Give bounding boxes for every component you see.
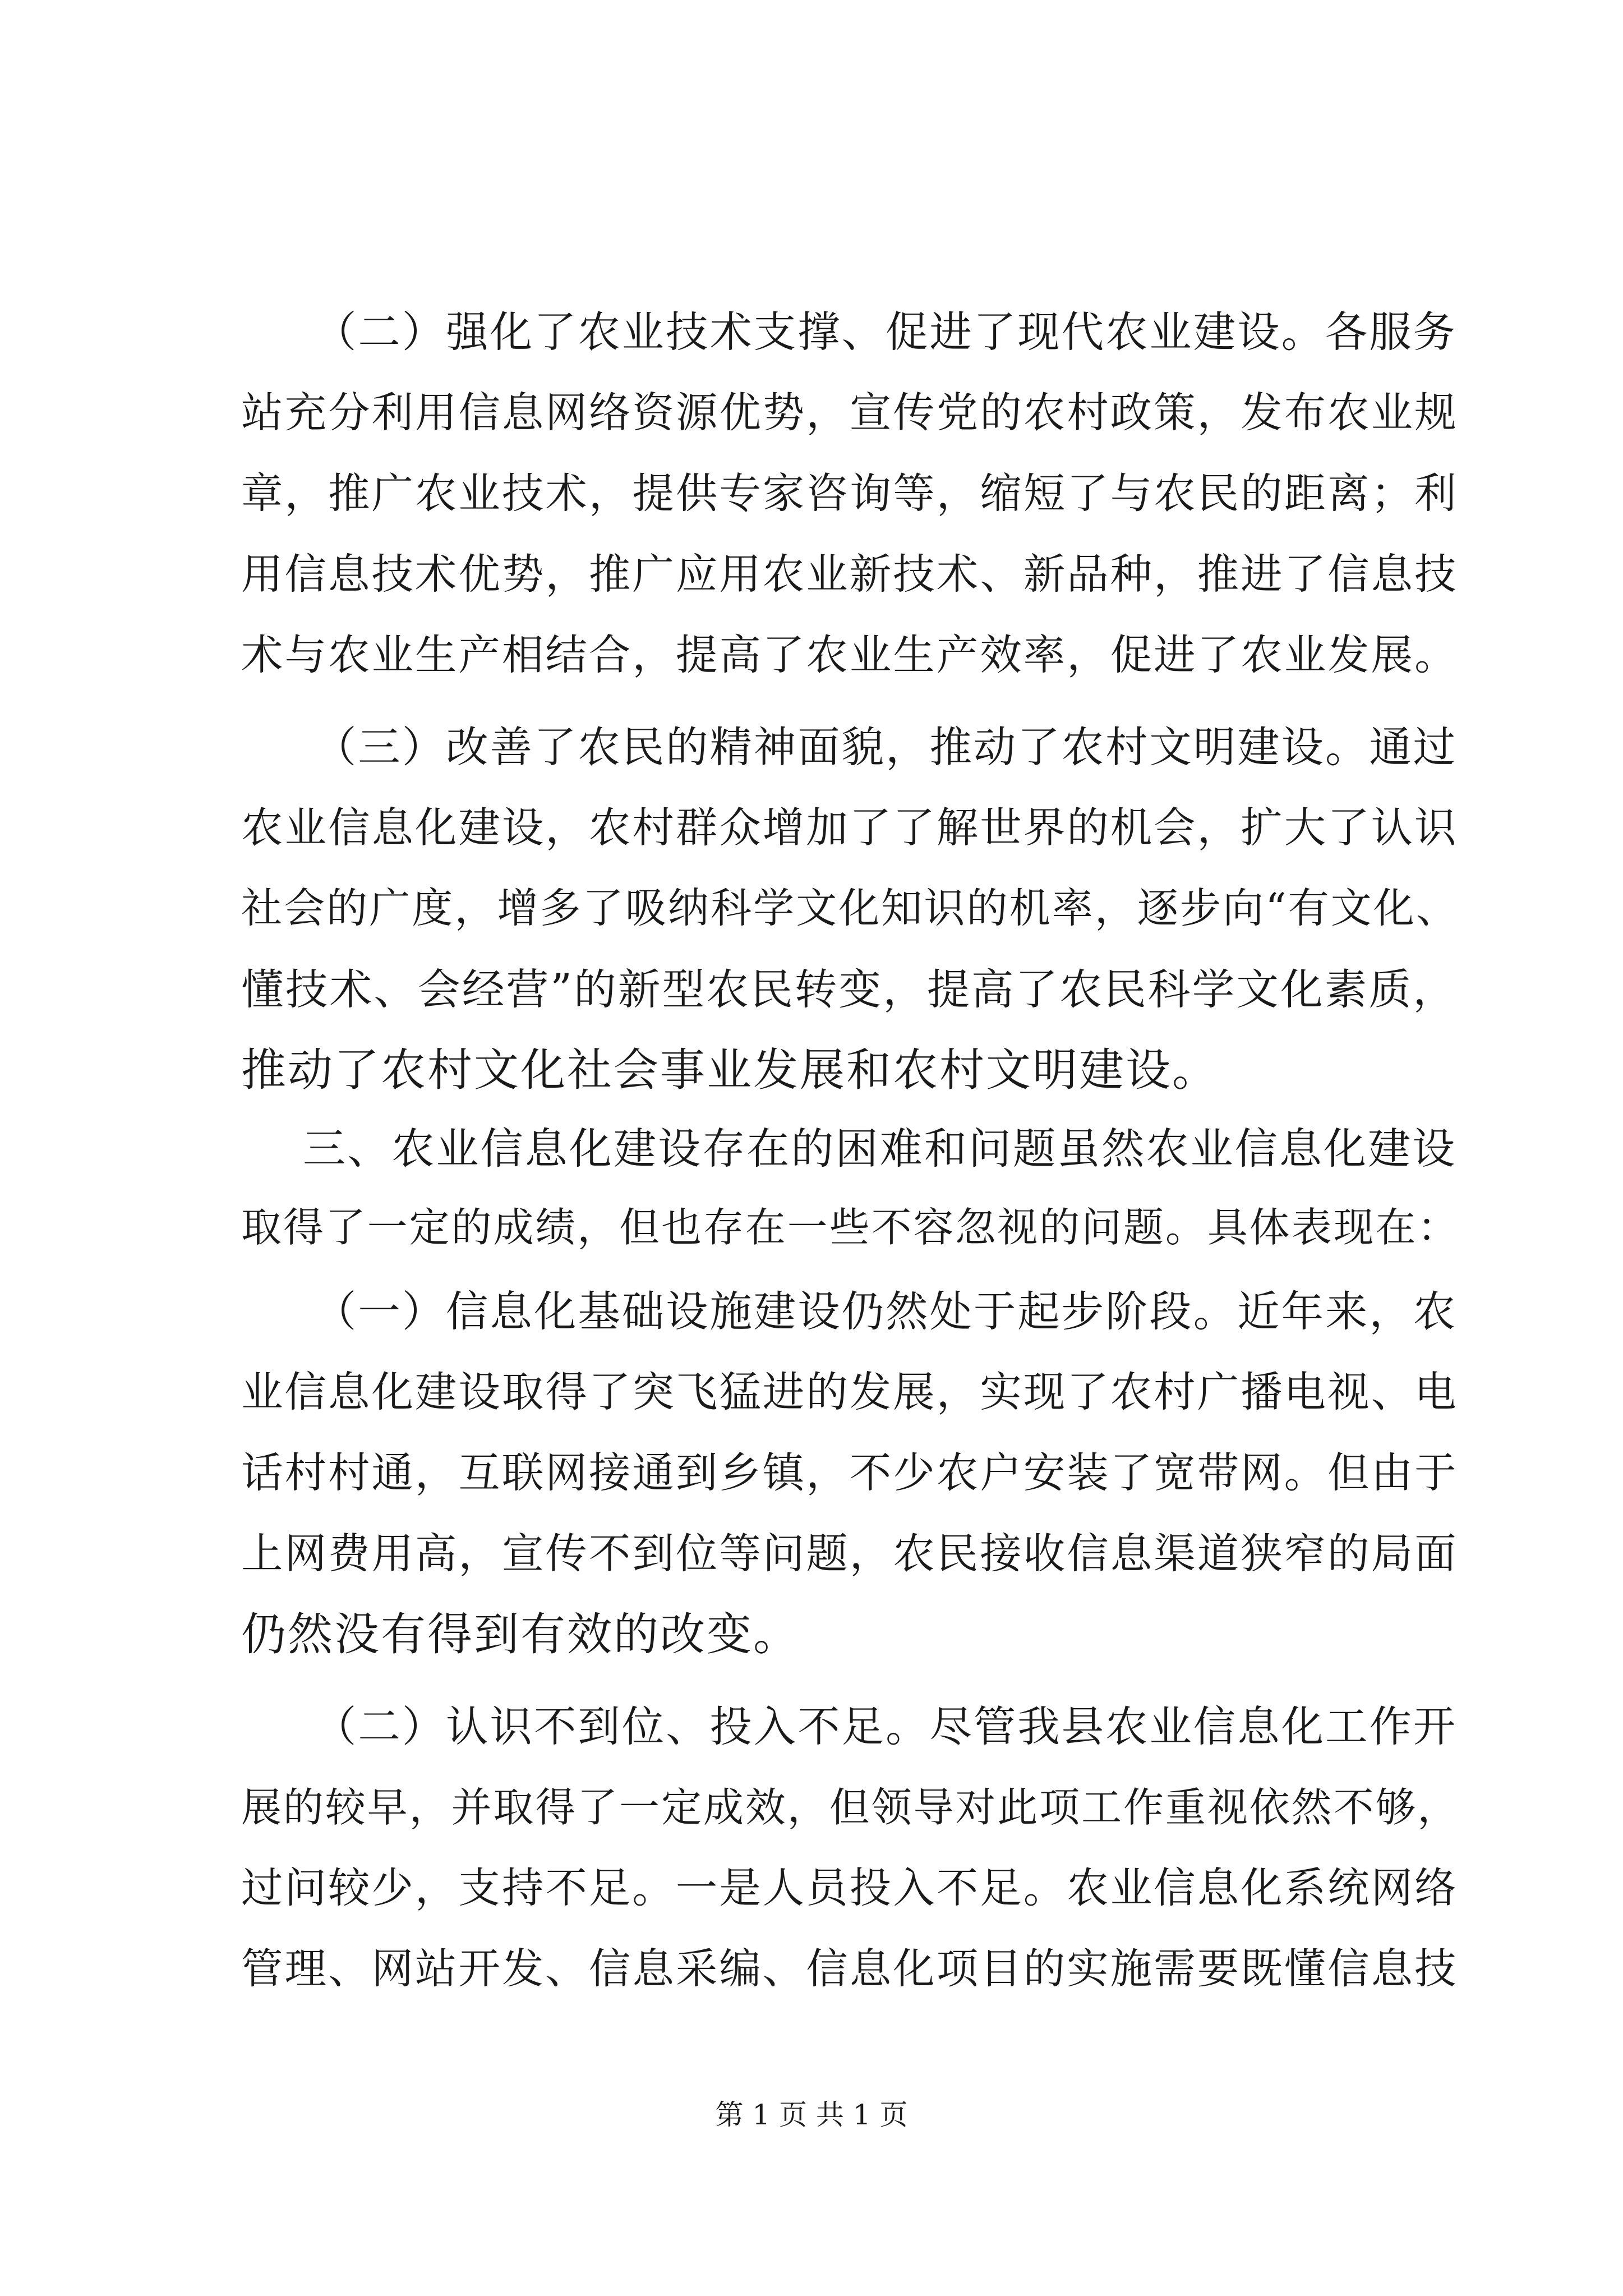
text-line: （二）认识不到位、投入不足。尽管我县农业信息化工作开 — [314, 1702, 1458, 1751]
page-footer: 第 1 页 共 1 页 — [715, 2099, 908, 2131]
text-line: 推动了农村文化社会事业发展和农村文明建设。 — [241, 1044, 1219, 1096]
text-line: 展的较早，并取得了一定成效，但领导对此项工作重视依然不够， — [241, 1784, 1460, 1831]
text-line: 用信息技术优势，推广应用农业新技术、新品种，推进了信息技 — [241, 550, 1458, 599]
text-line: （三）改善了农民的精神面貌，推动了农村文明建设。通过 — [314, 723, 1458, 772]
text-line: （二）强化了农业技术支撑、促进了现代农业建设。各服务 — [314, 307, 1458, 357]
text-line: 站充分利用信息网络资源优势，宣传党的农村政策，发布农业规 — [241, 388, 1458, 437]
text-line: 章，推广农业技术，提供专家咨询等，缩短了与农民的距离；利 — [241, 469, 1458, 518]
text-line: 农业信息化建设，农村群众增加了了解世界的机会，扩大了认识 — [241, 803, 1458, 852]
text-line: 业信息化建设取得了突飞猛进的发展，实现了农村广播电视、电 — [241, 1368, 1458, 1416]
text-line: 上网费用高，宣传不到位等问题，农民接收信息渠道狭窄的局面 — [241, 1529, 1458, 1578]
text-line: 取得了一定的成绩，但也存在一些不容忽视的问题。具体表现在： — [241, 1204, 1460, 1251]
text-line: 话村村通，互联网接通到乡镇，不少农户安装了宽带网。但由于 — [241, 1448, 1458, 1497]
text-line: 管理、网站开发、信息采编、信息化项目的实施需要既懂信息技 — [241, 1944, 1458, 1993]
text-line: 社会的广度，增多了吸纳科学文化知识的机率，逐步向“有文化、 — [241, 885, 1459, 932]
text-line: 仍然没有得到有效的改变。 — [241, 1608, 800, 1660]
text-line: 三、农业信息化建设存在的困难和问题虽然农业信息化建设 — [303, 1124, 1457, 1174]
text-line: 术与农业生产相结合，提高了农业生产效率，促进了农业发展。 — [241, 631, 1458, 679]
text-line: 过问较少，支持不足。一是人员投入不足。农业信息化系统网络 — [241, 1864, 1458, 1912]
text-line: （一）信息化基础设施建设仍然处于起步阶段。近年来，农 — [314, 1287, 1458, 1336]
text-line: 懂技术、会经营”的新型农民转变，提高了农民科学文化素质， — [241, 965, 1457, 1014]
